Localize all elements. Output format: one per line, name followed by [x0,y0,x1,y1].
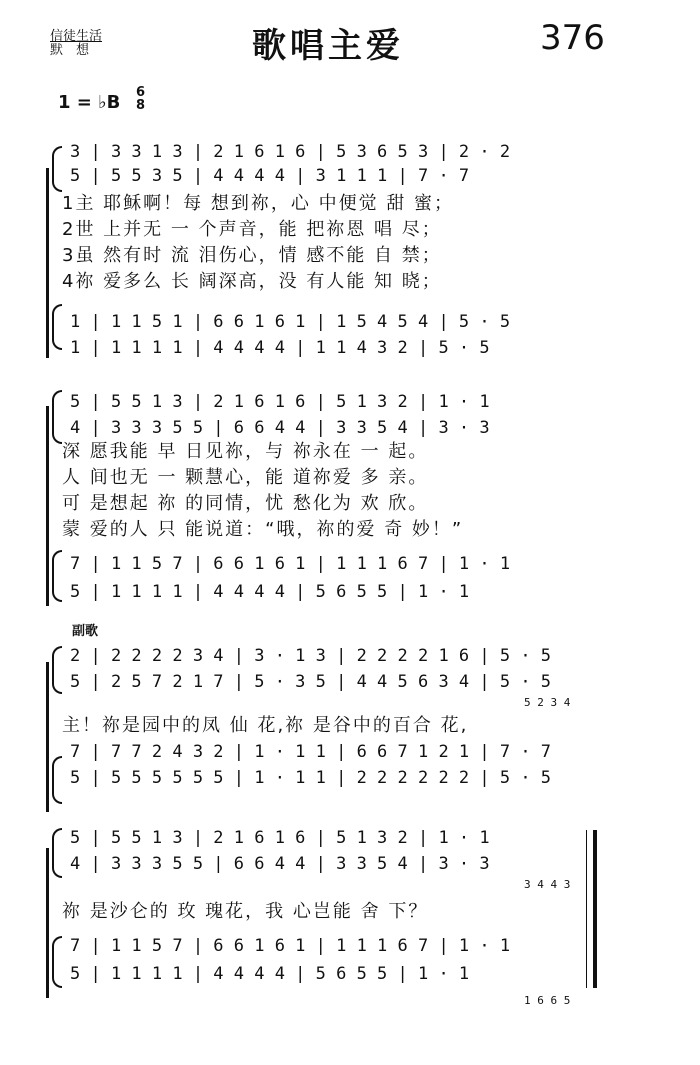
bass-line: 5 | 1 1 1 1 | 4 4 4 4 | 5 6 5 5 | 1 · 1 [70,964,470,984]
tenor-line: 7 | 1 1 5 7 | 6 6 1 6 1 | 1 1 1 6 7 | 1 · 1 [70,936,511,956]
tenor-line: 7 | 7 7 2 4 3 2 | 1 · 1 1 | 6 6 7 1 2 1 | 7 · 7 [70,742,552,762]
chorus-label: 副歌 [72,624,99,639]
alto-ornament: 3 4 4 3 [524,878,571,891]
lyric-line: 祢 是沙仑的 玫 瑰花，我 心岂能 舍 下？ [62,901,429,922]
time-signature-top: 6 [136,85,146,100]
tenor-line: 7 | 1 1 5 7 | 6 6 1 6 1 | 1 1 1 6 7 | 1 · 1 [70,554,511,574]
tenor-line: 1 | 1 1 5 1 | 6 6 1 6 1 | 1 5 4 5 4 | 5 · 5 [70,312,511,332]
alto-line: 5 | 5 5 3 5 | 4 4 4 4 | 3 1 1 1 | 7 · 7 [70,166,470,186]
time-signature [136,86,145,112]
lyric-line: 4祢 爱多么 长 阔深高，没 有人能 知 晓； [62,271,442,292]
key-signature: 1 = ♭B [58,92,121,113]
bass-line: 5 | 1 1 1 1 | 4 4 4 4 | 5 6 5 5 | 1 · 1 [70,582,470,602]
lyric-line: 可 是想起 祢 的同情，忧 愁化为 欢 欣。 [62,493,429,514]
bass-line: 5 | 5 5 5 5 5 5 | 1 · 1 1 | 2 2 2 2 2 2 | 5 · 5 [70,768,552,788]
soprano-line: 2 | 2 2 2 2 3 4 | 3 · 1 3 | 2 2 2 2 1 6 | 5 · 5 [70,646,552,666]
lyric-line: 蒙 爱的人 只 能说道：“哦，祢的爱 奇 妙！” [62,519,464,540]
hymn-number: 376 [540,18,605,58]
bass-line: 1 | 1 1 1 1 | 4 4 4 4 | 1 1 4 3 2 | 5 · 5 [70,338,490,358]
soprano-line: 5 | 5 5 1 3 | 2 1 6 1 6 | 5 1 3 2 | 1 · 1 [70,392,490,412]
lyric-line: 2世 上并无 一 个声音，能 把祢恩 唱 尽； [62,219,442,240]
alto-line: 4 | 3 3 3 5 5 | 6 6 4 4 | 3 3 5 4 | 3 · 3 [70,418,490,438]
lyric-line: 1主 耶稣啊！每 想到祢，心 中便觉 甜 蜜； [62,193,455,214]
category-line-2: 默 想 [50,43,90,58]
final-barline-thin [586,830,587,988]
time-signature-bottom: 8 [136,98,146,113]
soprano-line: 5 | 5 5 1 3 | 2 1 6 1 6 | 5 1 3 2 | 1 · 1 [70,828,490,848]
final-barline-thick [593,830,597,988]
category-label [50,30,102,58]
lyric-line: 人 间也无 一 颗慧心，能 道祢爱 多 亲。 [62,467,429,488]
lyric-line: 深 愿我能 早 日见祢，与 祢永在 一 起。 [62,441,429,462]
lyric-line: 3虽 然有时 流 泪伤心，情 感不能 自 禁； [62,245,442,266]
bass-ornament: 1 6 6 5 [524,994,571,1007]
alto-ornament: 5 2 3 4 [524,696,571,709]
category-line-1: 信徒生活 [50,29,103,44]
lyric-line: 主！祢是园中的凤 仙 花,祢 是谷中的百合 花, [62,715,469,736]
alto-line: 5 | 2 5 7 2 1 7 | 5 · 3 5 | 4 4 5 6 3 4 | 5 · 5 [70,672,552,692]
alto-line: 4 | 3 3 3 5 5 | 6 6 4 4 | 3 3 5 4 | 3 · 3 [70,854,490,874]
hymn-title: 歌唱主爱 [252,26,404,66]
soprano-line: 3 | 3 3 1 3 | 2 1 6 1 6 | 5 3 6 5 3 | 2 · 2 [70,142,511,162]
